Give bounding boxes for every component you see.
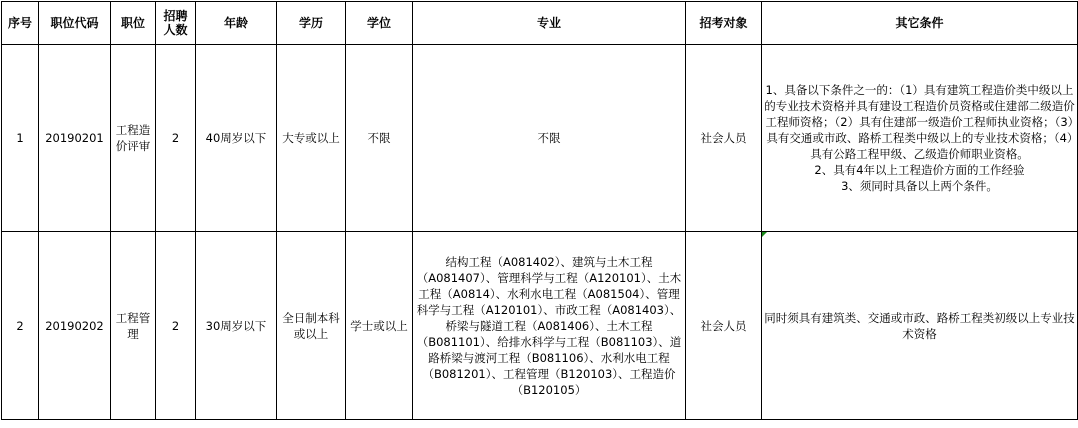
cell-count: 2 <box>156 45 196 232</box>
cell-conditions <box>762 45 1078 232</box>
cell-target: 社会人员 <box>686 45 762 232</box>
condition-line: 3、须同时具备以上两个条件。 <box>841 179 998 193</box>
header-age: 年龄 <box>196 2 277 45</box>
cell-target: 社会人员 <box>686 232 762 420</box>
header-count: 招聘人数 <box>156 2 196 45</box>
condition-line: 1、具备以下条件之一的：（1）具有建筑工程造价类中级以上的专业技术资格并具有建设工程造价员资格或住建部二级造价工程师资格；（2）具有住建部一级造价工程师执业资格；（3）具有交通或市政、路桥工程类中级以上的专业技术资格；（4）具有公路工程甲级、乙级造价师职业资格。 <box>764 83 1075 161</box>
cell-count: 2 <box>156 232 196 420</box>
header-target: 招考对象 <box>686 2 762 45</box>
recruitment-table <box>1 1 1078 420</box>
cell-degree: 学士或以上 <box>346 232 413 420</box>
header-conditions: 其它条件 <box>762 2 1078 45</box>
cell-education: 全日制本科或以上 <box>277 232 346 420</box>
header-education: 学历 <box>277 2 346 45</box>
cell-age: 30周岁以下 <box>196 232 277 420</box>
header-row <box>2 2 1078 45</box>
condition-line: 同时须具有建筑类、交通或市政、路桥工程类初级以上专业技术资格 <box>764 310 1075 341</box>
cell-major: 不限 <box>413 45 686 232</box>
cell-degree: 不限 <box>346 45 413 232</box>
condition-line: 2、具有4年以上工程造价方面的工作经验 <box>814 163 1025 177</box>
table-row <box>2 232 1078 420</box>
cell-seq: 2 <box>2 232 39 420</box>
cell-education: 大专或以上 <box>277 45 346 232</box>
cell-code: 20190202 <box>39 232 111 420</box>
header-position: 职位 <box>111 2 156 45</box>
cell-age: 40周岁以下 <box>196 45 277 232</box>
cell-seq: 1 <box>2 45 39 232</box>
header-code: 职位代码 <box>39 2 111 45</box>
header-degree: 学位 <box>346 2 413 45</box>
header-seq: 序号 <box>2 2 39 45</box>
cell-position: 工程造价评审 <box>111 45 156 232</box>
cell-code: 20190201 <box>39 45 111 232</box>
cell-conditions <box>762 232 1078 420</box>
comment-marker-icon <box>762 232 767 237</box>
cell-major: 结构工程（A081402）、建筑与土木工程（A081407）、管理科学与工程（A120101）、土木工程（A0814）、水利水电工程（A081504）、管理科学与工程（A120101）、市政工程（A081403）、桥梁与隧道工程（A081406）、土木工程（B081101）、给排水科学与工程（B081103）、道路桥梁与渡河工程（B081106）、水利水电工程（B081201）、工程管理（B120103）、工程造价（B120105） <box>413 232 686 420</box>
header-major: 专业 <box>413 2 686 45</box>
table-row <box>2 45 1078 232</box>
cell-position: 工程管理 <box>111 232 156 420</box>
